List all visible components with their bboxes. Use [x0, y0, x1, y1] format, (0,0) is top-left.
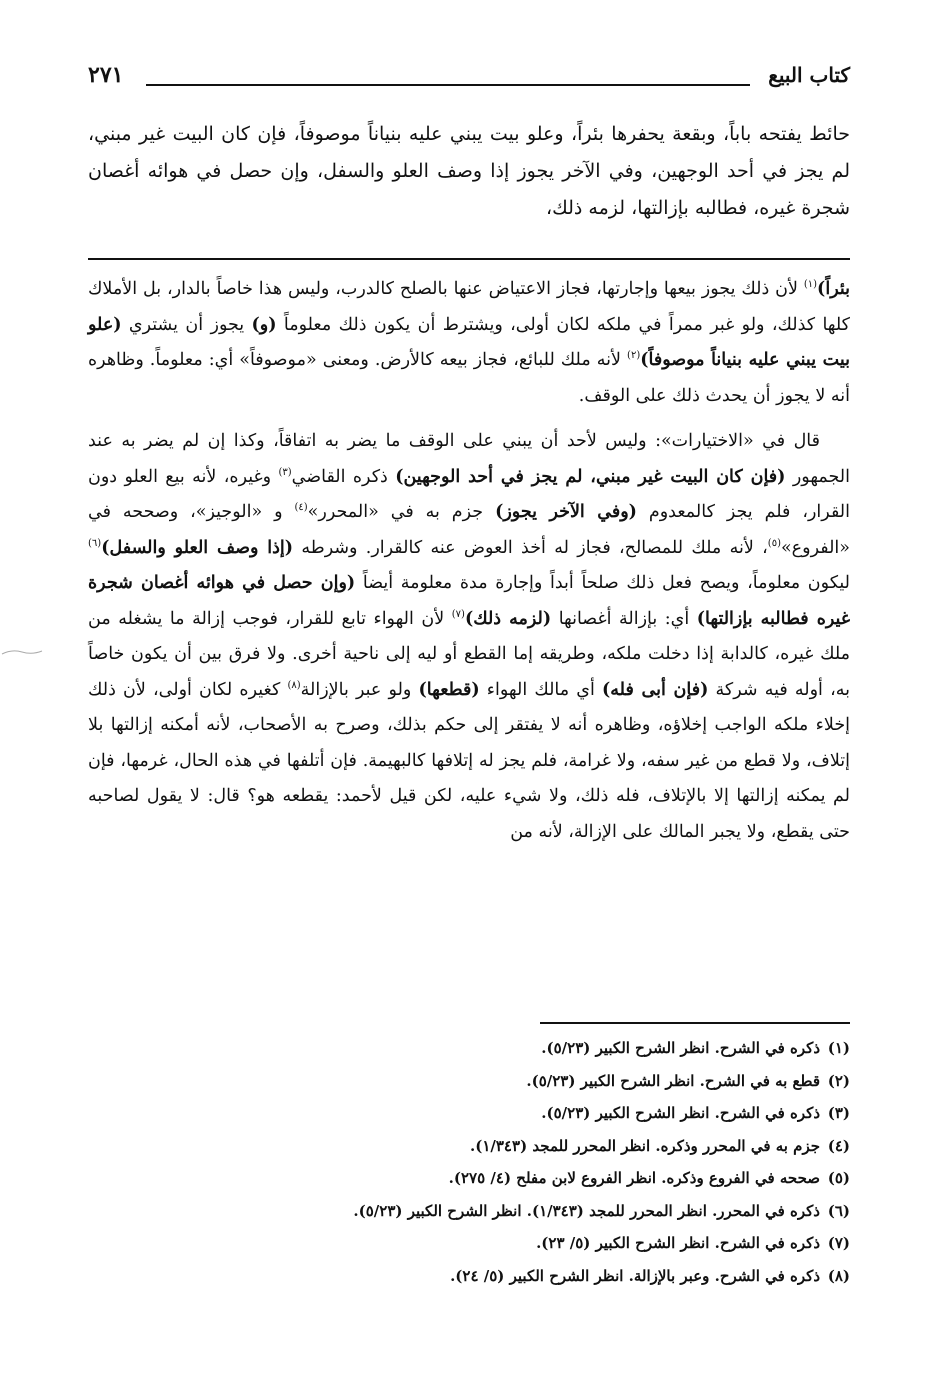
footnote-number: (١) [827, 1039, 850, 1057]
footnote-ref[interactable]: (٣) [278, 466, 292, 478]
sharh-text-block [88, 272, 850, 850]
header-rule [146, 84, 750, 86]
footnote-ref[interactable]: (١) [803, 279, 818, 291]
sharh-text: جزم به في «المحرر» [307, 502, 496, 522]
footnote-text: ذكره في الشرح. انظر الشرح الكبير (٥/٢٣). [541, 1104, 820, 1122]
footnote-item [90, 1065, 850, 1098]
footnote-text: ذكره في الشرح. انظر الشرح الكبير (٥/٢٣). [541, 1039, 820, 1057]
footnote-ref[interactable]: (٤) [294, 502, 308, 514]
margin-pencil-mark-icon [0, 648, 44, 656]
footnote-ref[interactable]: (٧) [451, 608, 465, 620]
footnote-text: ذكره في المحرر. انظر المحرر للمجد (١/٣٤٣). انظر الشرح الكبير (٥/٢٣). [353, 1201, 820, 1220]
sharh-text: قال في «الاختيارات»: وليس لأحد أن يبني على الوقف ما يضر به اتفاقاً، وكذا إن لم يضر به عند الجمهور [88, 431, 850, 487]
matn-separator [88, 258, 850, 260]
matn-paragraph: حائط يفتحه باباً، وبقعة يحفرها بئراً، وعلو بيت يبني عليه بنياناً موصوفاً، فإن كان البيت غير مبني، لم يجز في أحد الوجهين، وفي الآخر يجوز إذا وصف العلو والسفل، وإن حصل في هوائه أغصان شجرة غيره، فطالبه بإزالتها، لزمه ذلك، [88, 123, 850, 219]
footnote-ref[interactable]: (٢) [627, 350, 641, 362]
footnote-number: (٢) [827, 1071, 850, 1090]
bold-quote: (إذا وصف العلو والسفل) [101, 537, 294, 558]
sharh-paragraph-2 [88, 424, 850, 850]
bold-quote: (فإن كان البيت غير مبني، لم يجز في أحد الوجهين) [395, 466, 786, 487]
footnote-number: (٣) [827, 1104, 850, 1122]
sharh-text: أي مالك الهواء [479, 679, 603, 700]
bold-quote: (وإن حصل في هوائه أغصان شجرة غيره فطالبه بإزالتها) [88, 573, 850, 629]
bold-quote: (وفي الآخر يجوز) [495, 502, 637, 522]
footnote-item [90, 1162, 850, 1195]
sharh-text: لأنه ملك للبائع، فجاز بيعه كالأرض. ومعنى «موصوفاً» أي: معلوماً. وظاهره أنه لا يجوز أن يحدث ذلك على الوقف. [88, 350, 850, 406]
running-title: كتاب البيع [768, 63, 850, 87]
bold-quote: (علو بيت يبني عليه بنياناً موصوفاً) [88, 314, 850, 370]
footnote-item [90, 1227, 850, 1260]
footnote-number: (٥) [827, 1169, 850, 1187]
footnote-text: ذكره في الشرح. انظر الشرح الكبير (٥/ ٢٣). [536, 1234, 820, 1252]
sharh-text: لأن ذلك يجوز بيعها وإجارتها، فجاز الاعتياض عنها بالصلح كالدرب، وليس هذا خاصاً بالدار، بل الأملاك كلها كذلك، ولو غبر ممراً في ملكه لكان أولى، ويشترط أن يكون ذلك معلوماً [88, 279, 850, 335]
footnote-ref[interactable]: (٨) [287, 679, 301, 691]
bold-quote: (لزمه ذلك) [464, 608, 552, 629]
footnote-text: ذكره في الشرح. وعبر بالإزالة. انظر الشرح الكبير (٥/ ٢٤). [450, 1266, 820, 1285]
sharh-text: لأن الهواء تابع للقرار، فوجب إزالة ما يشغله من ملك غيره، كالدابة إذا دخلت ملكه، وطريقه إما القطع أو ليه إلى ناحية أخرى. ولا فرق بين أن يكون خاصاً به، أوله فيه شركة [88, 608, 850, 700]
footnote-number: (٨) [827, 1266, 850, 1285]
footnote-text: صححه في الفروع وذكره. انظر الفروع لابن مفلح (٤/ ٢٧٥). [448, 1169, 820, 1187]
sharh-text: كغيره لكان أولى، لأن ذلك إخلاء ملكه الواجب إخلاؤه، وظاهره أنه لا يفتقر إلى حكم بذلك، وصرح به الأصحاب، لأنه أمكنه إزالتها بلا إتلاف، ولا قطع من غير سفه، ولا غرامة، فلم يجز له إتلافها كالبهيمة. فإن أتلفها في هذه الحال، غرمها، فإن لم يمكنه إزالتها إلا بالإتلاف، فله ذلك، ولا شيء عليه، لكن قيل لأحمد: يقطعه هو؟ قال: لا يقول لصاحبه حتى يقطع، ولا يجبر المالك على الإزالة، لأنه من [88, 679, 850, 842]
sharh-text: وغيره، لأنه بيع العلو دون القرار، فلم يجز كالمعدوم [88, 466, 850, 522]
page-number: ٢٧١ [88, 62, 124, 88]
sharh-text: ذكره القاضي [291, 466, 396, 487]
bold-quote: (قطعها) [418, 679, 480, 700]
page-header [88, 62, 850, 92]
sharh-text: ولو عبر بالإزالة [300, 679, 419, 700]
sharh-text: ليكون معلوماً، ويصح فعل ذلك صلحاً أبداً وإجارة مدة معلومة أيضاً [355, 573, 850, 593]
sharh-text: أي: بإزالة أغصانها [551, 608, 697, 629]
footnote-number: (٧) [827, 1234, 850, 1252]
footnote-item [90, 1195, 850, 1228]
footnote-item [90, 1097, 850, 1130]
footnote-item [90, 1260, 850, 1293]
footnote-text: جزم به في المحرر وذكره. انظر المحرر للمجد (١/٣٤٣). [470, 1136, 820, 1155]
matn-text-block [88, 116, 850, 227]
sharh-text: و «الوجيز»، وصححه في «الفروع» [88, 502, 850, 558]
footnote-number: (٦) [827, 1201, 850, 1220]
footnote-ref[interactable]: (٦) [88, 537, 102, 549]
bold-quote: بئراً) [817, 279, 850, 299]
footnote-separator [540, 1022, 850, 1024]
bold-quote: (فإن أبى فله) [602, 679, 709, 700]
sharh-text: يجوز أن يشتري [121, 314, 252, 335]
sharh-text: ، لأنه ملك للمصالح، فجاز له أخذ العوض عنه كالقرار. وشرطه [293, 537, 768, 558]
footnote-text: قطع به في الشرح. انظر الشرح الكبير (٥/٢٣). [526, 1071, 820, 1090]
footnote-item [90, 1032, 850, 1065]
bold-quote: (و) [251, 314, 277, 335]
sharh-paragraph-1 [88, 272, 850, 414]
footnote-ref[interactable]: (٥) [767, 537, 781, 549]
footnote-number: (٤) [827, 1136, 850, 1155]
footnote-item [90, 1130, 850, 1163]
footnotes-list [90, 1032, 850, 1292]
